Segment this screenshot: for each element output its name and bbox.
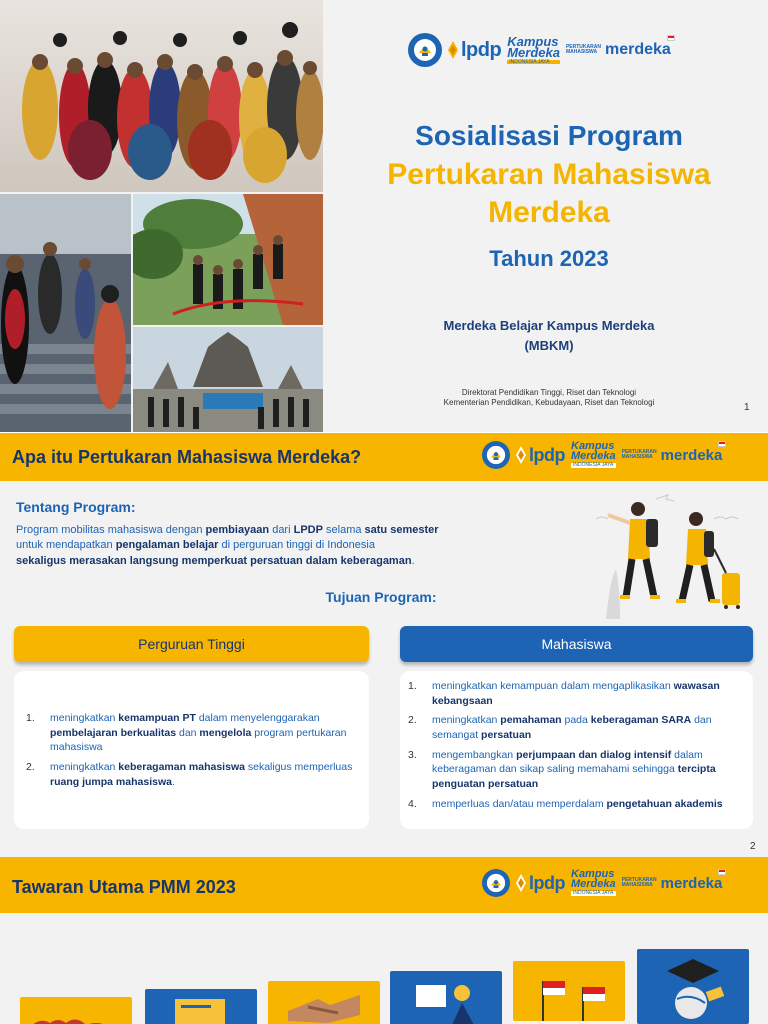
perguruan-tinggi-list bbox=[14, 671, 369, 789]
item-bold: ruang jumpa mahasiswa bbox=[50, 775, 172, 788]
graduation-globe-tile bbox=[637, 949, 749, 1024]
item-part: sekaligus memperluas bbox=[244, 761, 353, 774]
handshake-tile bbox=[268, 981, 380, 1024]
item-part: meningkatkan kemampuan dalam mengaplikasikan bbox=[432, 680, 674, 692]
about-label: Tentang Program: bbox=[16, 499, 136, 515]
item-part: program pertukaran mahasiswa bbox=[50, 726, 347, 754]
item-bold: kemampuan PT bbox=[118, 712, 196, 724]
pmm-wordmark-text: merdeka bbox=[660, 446, 723, 464]
desc-part: di perguruan tinggi di Indonesia bbox=[218, 539, 375, 552]
kampus-merdeka-logo bbox=[571, 870, 616, 895]
item-part: meningkatkan bbox=[432, 714, 501, 727]
tut-wuri-handayani-logo bbox=[482, 869, 510, 897]
slide-3 bbox=[0, 857, 768, 1024]
list-item bbox=[408, 748, 739, 792]
lpdp-logo bbox=[516, 873, 565, 894]
item-number: 3. bbox=[408, 748, 417, 761]
desc-part: Program mobilitas mahasiswa dengan bbox=[16, 524, 206, 536]
slide-title: Apa itu Pertukaran Mahasiswa Merdeka? bbox=[12, 447, 362, 467]
pmm-logo bbox=[622, 447, 723, 464]
page-number: 2 bbox=[750, 841, 756, 852]
pmm-small-2: MAHASISWA bbox=[621, 882, 653, 888]
title-band bbox=[0, 857, 768, 913]
item-part: meningkatkan bbox=[50, 712, 119, 724]
pmm-small-1: PERTUKARAN bbox=[621, 448, 657, 455]
item-part: . bbox=[171, 775, 175, 788]
pmm-small-1: PERTUKARAN bbox=[621, 876, 657, 883]
kampus-merdeka-logo bbox=[507, 33, 560, 65]
km-tagline: INDONESIA JAYA bbox=[571, 891, 616, 896]
item-part: pada bbox=[561, 714, 591, 727]
directorate-line-1: Direktorat Pendidikan Tinggi, Riset dan Teknologi bbox=[461, 388, 637, 397]
goal-label: Tujuan Program: bbox=[325, 589, 437, 605]
slide-1 bbox=[0, 0, 768, 432]
page-number: 1 bbox=[744, 402, 750, 413]
slide-title: Tawaran Utama PMM 2023 bbox=[12, 877, 236, 897]
km-line-2: Merdeka bbox=[571, 450, 616, 463]
desc-part: . bbox=[411, 554, 415, 567]
pmm-logo bbox=[566, 41, 671, 59]
km-tagline: INDONESIA JAYA bbox=[571, 463, 616, 468]
lpdp-wordmark: lpdp bbox=[529, 872, 565, 893]
item-part: dan semangat bbox=[432, 714, 712, 742]
forest-activity-photo bbox=[133, 194, 323, 325]
list-item bbox=[26, 760, 353, 789]
flags-tile bbox=[513, 961, 625, 1021]
lpdp-mark-icon bbox=[516, 446, 526, 464]
item-text bbox=[50, 711, 353, 755]
pmm-wordmark bbox=[661, 447, 723, 464]
item-text bbox=[432, 713, 739, 742]
km-line-1: Kampus bbox=[507, 33, 559, 49]
mahasiswa-list bbox=[400, 671, 753, 812]
mahasiswa-header: Mahasiswa bbox=[400, 626, 753, 662]
desc-bold: pembiayaan bbox=[205, 524, 270, 536]
desc-bold: pengalaman belajar bbox=[115, 539, 219, 552]
pmm-wordmark bbox=[605, 41, 671, 59]
perguruan-tinggi-header: Perguruan Tinggi bbox=[14, 626, 369, 662]
item-bold: tercipta penguatan persatuan bbox=[432, 763, 716, 791]
stairs-photo bbox=[0, 194, 131, 432]
title-year: Tahun 2023 bbox=[489, 246, 609, 271]
partner-logos bbox=[482, 441, 722, 469]
desc-bold: sekaligus merasakan langsung memperkuat persatuan dalam keberagaman bbox=[16, 554, 412, 567]
perguruan-tinggi-card bbox=[14, 671, 369, 829]
item-part: meningkatkan bbox=[50, 761, 119, 774]
desc-bold: satu semester bbox=[364, 524, 439, 536]
item-number: 4. bbox=[408, 797, 417, 810]
subtitle-line-2: (MBKM) bbox=[524, 338, 574, 353]
pmm-wordmark bbox=[661, 875, 723, 892]
km-line-2: Merdeka bbox=[571, 878, 616, 891]
kampus-merdeka-logo bbox=[571, 442, 616, 467]
travelers-illustration bbox=[596, 489, 756, 629]
title-band bbox=[0, 433, 768, 481]
item-bold: mengelola bbox=[199, 726, 252, 739]
desc-part: untuk mendapatkan bbox=[16, 539, 116, 552]
item-part: dalam menyelenggarakan bbox=[195, 712, 320, 724]
item-bold: keberagaman mahasiswa bbox=[118, 761, 245, 774]
item-bold: wawasan kebangsaan bbox=[432, 680, 720, 707]
tut-wuri-handayani-logo bbox=[482, 441, 510, 469]
item-part: dan bbox=[176, 726, 200, 739]
km-line-1: Kampus bbox=[571, 440, 615, 453]
item-bold: pengetahuan akademis bbox=[606, 797, 723, 810]
temple-group-photo bbox=[133, 327, 323, 432]
lpdp-wordmark: lpdp bbox=[461, 38, 502, 61]
list-item bbox=[408, 713, 739, 742]
title-line-2: Pertukaran Mahasiswa bbox=[387, 158, 711, 191]
program-description bbox=[16, 523, 536, 569]
flag-icon bbox=[718, 869, 726, 875]
title-line-3: Merdeka bbox=[488, 196, 610, 229]
learning-tile bbox=[390, 971, 502, 1024]
item-bold: pemahaman bbox=[500, 714, 562, 727]
pmm-small-2: MAHASISWA bbox=[565, 49, 598, 55]
title-line-1: Sosialisasi Program bbox=[415, 120, 683, 151]
item-text bbox=[432, 797, 723, 812]
flag-icon bbox=[718, 441, 726, 447]
lpdp-logo bbox=[448, 39, 501, 62]
cultural-group-photo bbox=[0, 0, 323, 192]
pmm-small-2: MAHASISWA bbox=[621, 454, 653, 460]
item-number: 1. bbox=[26, 712, 35, 724]
item-bold: persatuan bbox=[481, 729, 532, 742]
pmm-small-1: PERTUKARAN bbox=[565, 43, 601, 50]
item-part: mengembangkan bbox=[432, 748, 517, 761]
tut-wuri-handayani-logo bbox=[408, 33, 442, 67]
item-bold: keberagaman SARA bbox=[590, 714, 692, 727]
lpdp-wordmark: lpdp bbox=[529, 444, 565, 465]
item-bold: perjumpaan dan dialog intensif bbox=[516, 748, 672, 761]
item-bold: pembelajaran berkualitas bbox=[50, 726, 177, 739]
partner-logos bbox=[408, 33, 671, 67]
item-text bbox=[432, 748, 739, 792]
desc-part: selama bbox=[322, 524, 365, 536]
directorate-line-2: Kementerian Pendidikan, Kebudayaan, Riset dan Teknologi bbox=[443, 398, 655, 407]
item-number: 2. bbox=[408, 714, 417, 727]
item-text bbox=[432, 679, 739, 708]
lpdp-logo bbox=[516, 445, 565, 466]
item-part: memperluas dan/atau memperdalam bbox=[432, 797, 607, 810]
desc-bold: LPDP bbox=[293, 524, 323, 536]
partner-logos bbox=[482, 869, 722, 897]
lpdp-mark-icon bbox=[448, 41, 458, 59]
km-line-2: Merdeka bbox=[507, 45, 560, 61]
pmm-logo bbox=[622, 875, 723, 892]
list-item bbox=[408, 679, 739, 708]
km-tagline: INDONESIA JAYA bbox=[507, 60, 560, 65]
document-tile bbox=[145, 989, 257, 1024]
desc-part: dari bbox=[269, 524, 294, 536]
item-number: 1. bbox=[408, 680, 417, 692]
item-number: 2. bbox=[26, 761, 35, 774]
item-part: dalam keberagaman dan sikap saling memahami sehingga bbox=[432, 748, 703, 776]
map-tile bbox=[20, 997, 132, 1024]
list-item bbox=[408, 797, 739, 812]
list-item bbox=[26, 711, 353, 755]
subtitle-line-1: Merdeka Belajar Kampus Merdeka bbox=[443, 318, 655, 333]
item-text bbox=[50, 760, 353, 789]
pmm-wordmark-text: merdeka bbox=[604, 41, 671, 58]
km-line-1: Kampus bbox=[571, 868, 615, 881]
pmm-wordmark-text: merdeka bbox=[660, 874, 723, 892]
mahasiswa-card bbox=[400, 671, 753, 829]
slide-2 bbox=[0, 433, 768, 857]
flag-icon bbox=[667, 35, 675, 41]
lpdp-mark-icon bbox=[516, 874, 526, 892]
